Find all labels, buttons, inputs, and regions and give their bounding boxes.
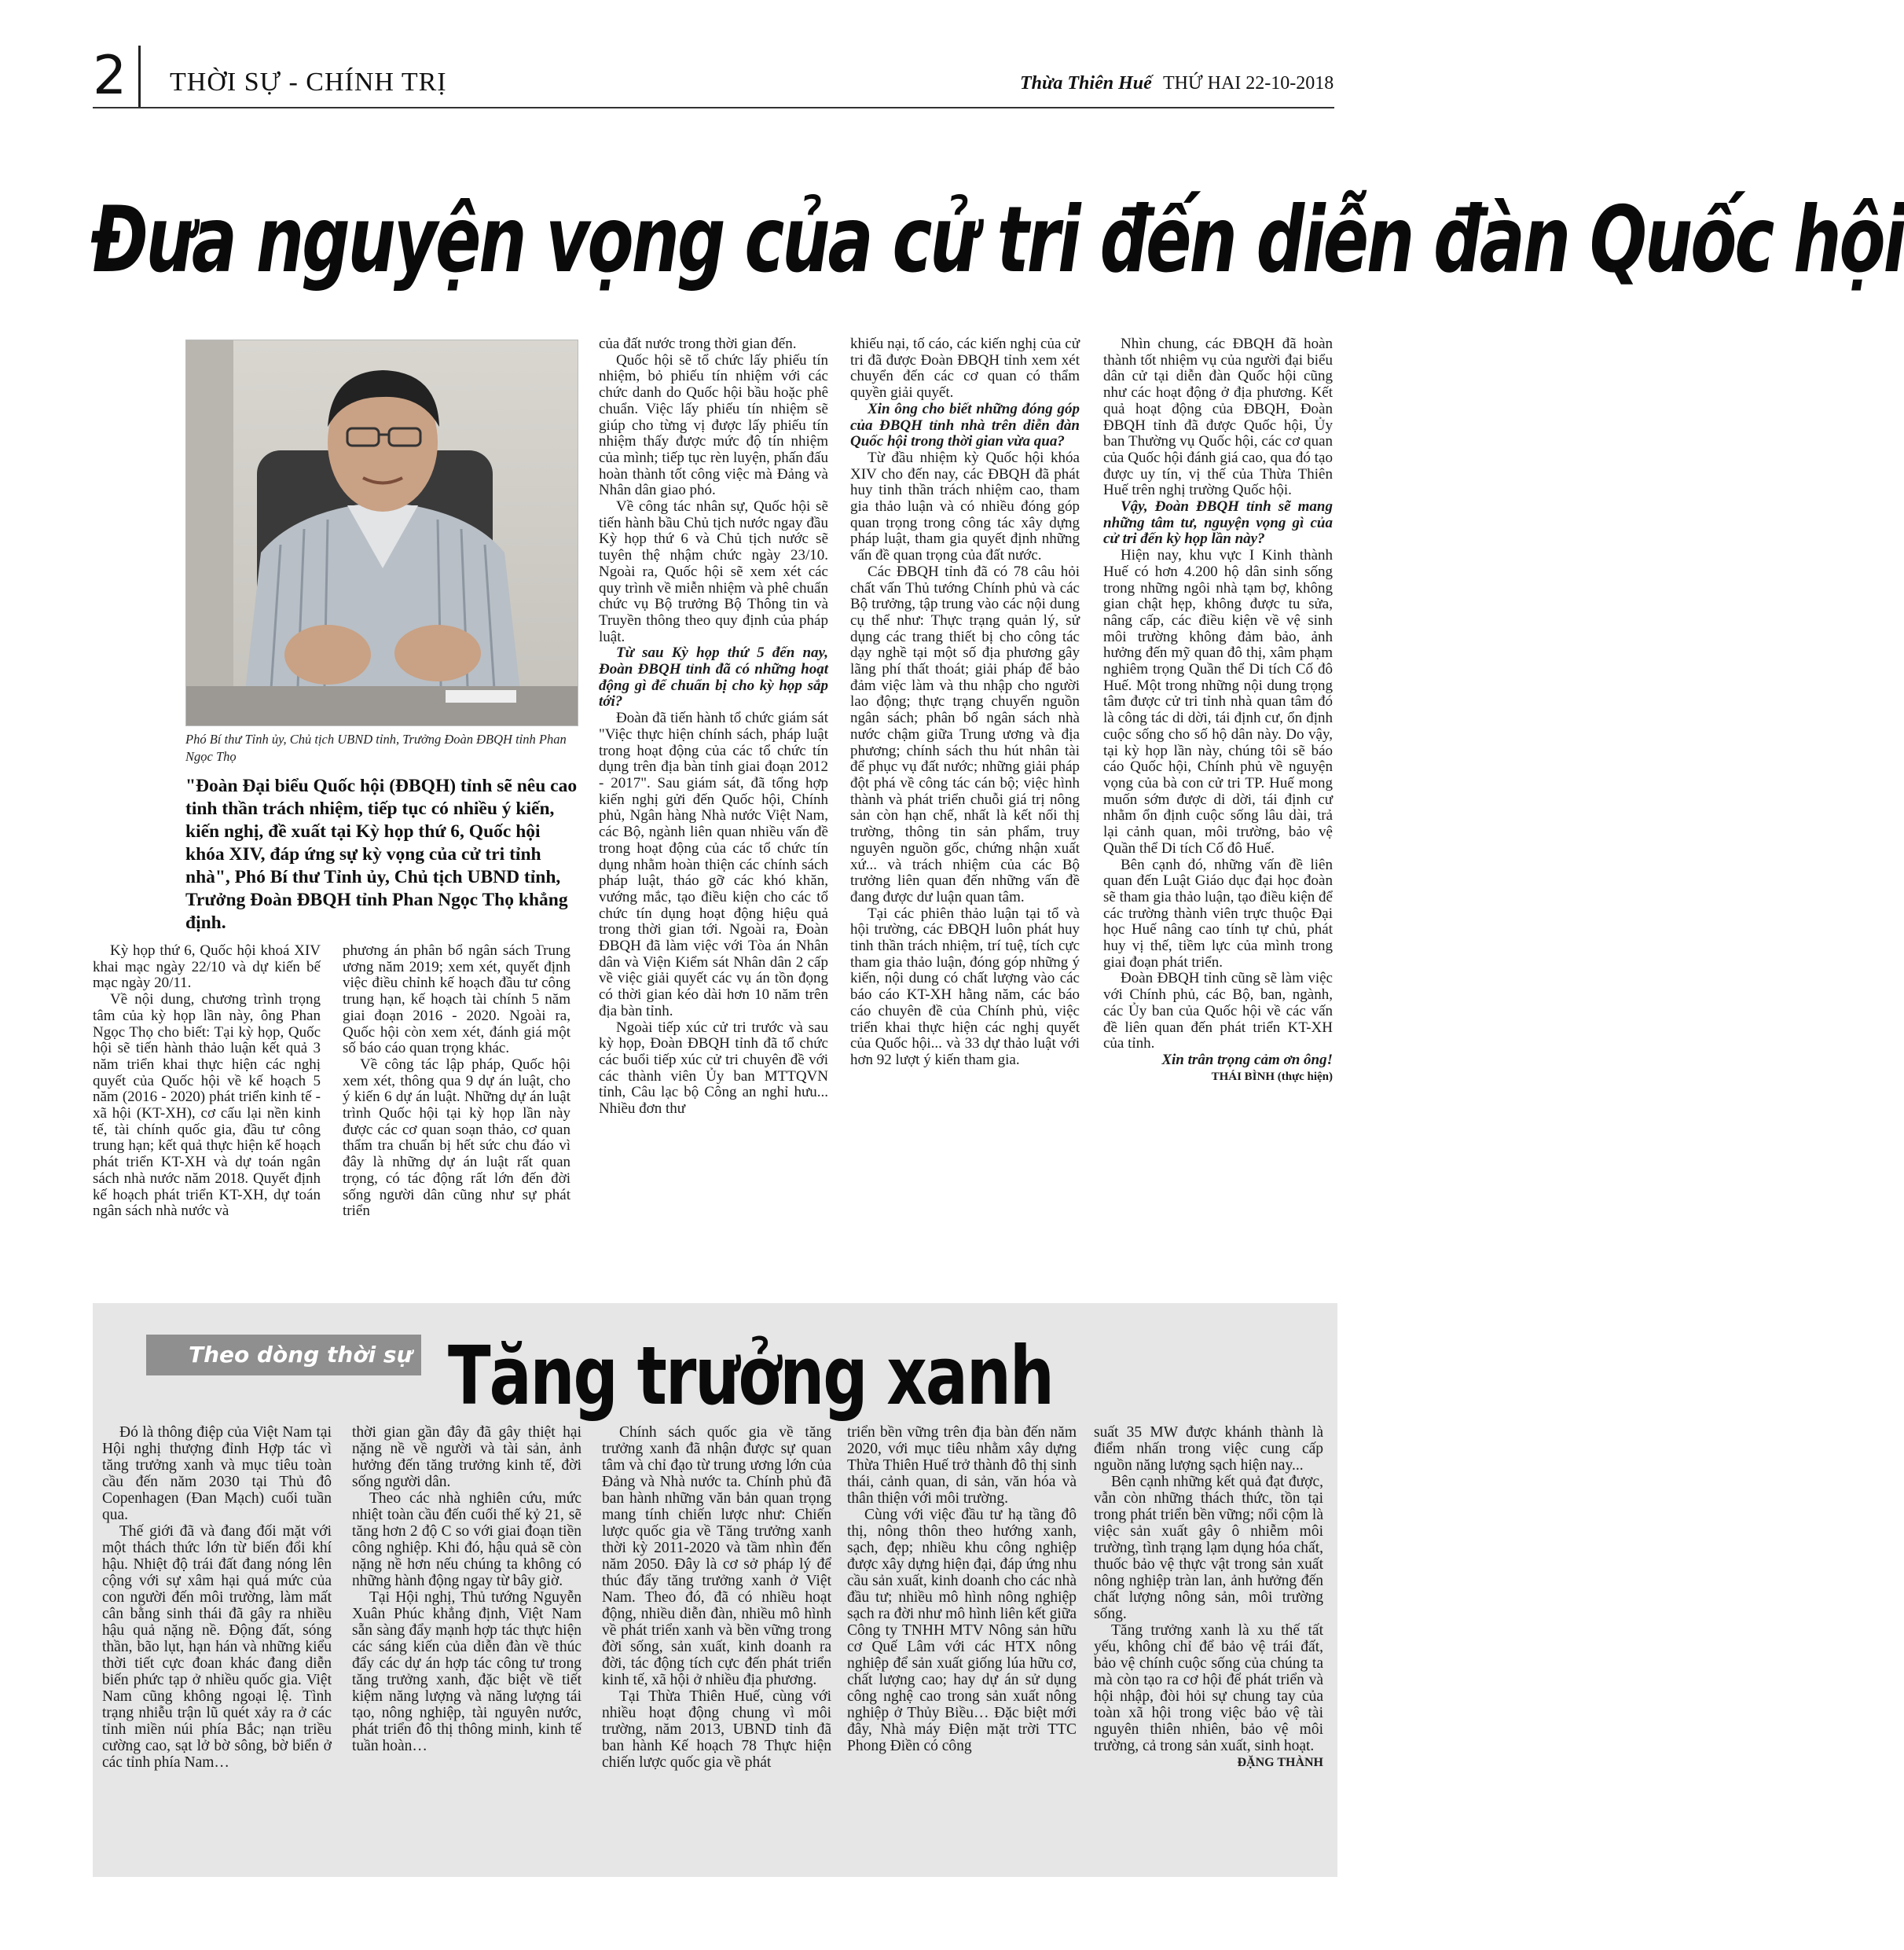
paragraph: Chính sách quốc gia về tăng trưởng xanh đã nhận được sự quan tâm và chỉ đạo từ trung ương lớn của Đảng và Nhà nước ta. Chính phủ đã ban hành những văn bản quan trọng mang tính chiến lược như: Chiến lược quốc gia về Tăng trưởng xanh thời kỳ 2011-2020 và tầm nhìn đến năm 2050. Đây là cơ sở pháp lý để thúc đẩy tăng trưởng xanh ở Việt Nam. Theo đó, đã có nhiều hoạt động, nhiều diễn đàn, nhiều mô hình về phát triển xanh và bền vững trong đời sống, sản xuất, kinh doanh ra đời, tác động tích cực đến phát triển kinh tế, xã hội ở nhiều địa phương.: [602, 1424, 831, 1688]
paragraph: Kỳ họp thứ 6, Quốc hội khoá XIV khai mạc ngày 22/10 và dự kiến bế mạc ngày 20/11.: [93, 942, 321, 992]
paragraph: phương án phân bổ ngân sách Trung ương năm 2019; xem xét, quyết định việc điều chỉnh kế hoạch đầu tư công trung hạn, kế hoạch tài chính 5 năm giai đoạn 2016 - 2020. Ngoài ra, Quốc hội còn xem xét, đánh giá một số báo cáo quan trọng khác.: [343, 942, 570, 1057]
paragraph: Về nội dung, chương trình trọng tâm của kỳ họp lần này, ông Phan Ngọc Thọ cho biết: Tại kỳ họp, Quốc hội sẽ tiến hành thảo luận kết quả 3 năm triển khai thực hiện các nghị quyết của Quốc hội về kế hoạch 5 năm (2016 - 2020) phát triển kinh tế - xã hội (KT-XH), cơ cấu lại nền kinh tế, tài chính quốc gia, đầu tư công trung hạn; kết quả thực hiện kế hoạch phát triển KT-XH và dự toán ngân sách nhà nước năm 2018. Quyết định kế hoạch phát triển KT-XH, dự toán ngân sách nhà nước và: [93, 991, 321, 1220]
paragraph: Đoàn đã tiến hành tổ chức giám sát "Việc thực hiện chính sách, pháp luật trong hoạt động của các tổ chức tín dụng trên địa bàn tỉnh giai đoạn 2012 - 2017". Sau giám sát, đã tổng hợp kiến nghị gửi đến Quốc hội, Chính phủ, Ngân hàng Nhà nước Việt Nam, các Bộ, ngành liên quan nhiều vấn đề trong hoạt động của các tổ chức tín dụng nhằm hoàn thiện các chính sách pháp luật, tháo gỡ các khó khăn, vướng mắc, tạo điều kiện cho các tổ chức tín dụng hoạt động hiệu quả trong thời gian tới. Ngoài ra, Đoàn ĐBQH đã làm việc với Tòa án Nhân dân và Viện Kiểm sát Nhân dân 2 cấp về việc giải quyết các vụ án tồn đọng có thời gian kéo dài hơn 10 năm trên địa bàn tỉnh.: [599, 710, 828, 1019]
interview-question: Từ sau Kỳ họp thứ 5 đến nay, Đoàn ĐBQH tỉnh đã có những hoạt động gì để chuẩn bị cho kỳ họp sắp tới?: [599, 644, 828, 711]
paragraph: Hiện nay, khu vực I Kinh thành Huế có hơn 4.200 hộ dân sinh sống trong những ngôi nhà tạm bợ, không gian chật hẹp, không được tu sửa, nâng cấp, các điều kiện về vệ sinh môi trường không đảm bảo, ảnh hưởng đến mỹ quan đô thị, xâm phạm nghiêm trọng Quần thể Di tích Cố đô Huế. Một trong những nội dung trọng tâm được cử tri tỉnh nhà quan tâm đó là công tác di dời, tái định cư, ổn định cuộc sống cho số hộ dân này. Do vậy, tại kỳ họp lần này, chúng tôi sẽ báo cáo Quốc hội, Chính phủ về nguyện vọng của bà con cử tri TP. Huế mong muốn sớm được di dời, tái định cư nhằm ổn định cuộc sống lâu dài, trả lại cảnh quan, môi trường, bảo vệ Quần thể Di tích Cố đô Huế.: [1103, 547, 1333, 857]
article1-column-3: [599, 336, 828, 1118]
article2-column-2: [352, 1424, 581, 1754]
paragraph: Các ĐBQH tỉnh đã có 78 câu hỏi chất vấn Thủ tướng Chính phủ và các Bộ trưởng, tập trung vào các nội dung cụ thể như: Thực trạng quản lý, sử dụng các trang thiết bị cho công tác dạy nghề tại một số địa phương gây lãng phí thất thoát; giải pháp để bảo đảm việc làm và thu nhập cho người lao động; thực trạng chuyển nguồn ngân sách; phân bổ ngân sách nhà nước chậm giữa Trung ương và địa phương; chính sách thu hút nhân tài để phục vụ đất nước; những giải pháp đột phá về công tác cán bộ; việc hình thành và phát triển chuỗi giá trị nông sản còn hạn chế, nhất là kết nối thị trường, thông tin sản phẩm, truy nguyên nguồn gốc, chứng nhận xuất xứ... và trách nhiệm của các Bộ trưởng liên quan đến những vấn đề đang được dư luận quan tâm.: [850, 563, 1080, 905]
paragraph: Nhìn chung, các ĐBQH đã hoàn thành tốt nhiệm vụ của người đại biểu dân cử tại diễn đàn Quốc hội cũng như các hoạt động ở địa phương. Kết quả hoạt động của ĐBQH, Đoàn ĐBQH tỉnh đã được Quốc hội, Ủy ban Thường vụ Quốc hội, các cơ quan của Quốc hội đánh giá cao, qua đó tạo được uy tín, vị thế của Thừa Thiên Huế trên nghị trường Quốc hội.: [1103, 336, 1333, 499]
header-rule: [93, 107, 1334, 108]
paragraph: Thế giới đã và đang đối mặt với một thách thức lớn từ biến đổi khí hậu. Nhiệt độ trái đất đang nóng lên cộng với sự xâm hại quá mức của con người đến môi trường, làm mất cân bằng sinh thái đã gây ra nhiều hậu quả nặng nề. Động đất, sóng thần, bão lụt, hạn hán và những kiểu thời tiết cực đoan khác đang diễn biến phức tạp ở nhiều quốc gia. Việt Nam cũng không ngoại lệ. Tình trạng nhiễu trận lũ quét xảy ra ở các tỉnh miền núi phía Bắc; nạn triều cường cao, sạt lở bờ sông, bờ biển ở các tỉnh phía Nam…: [102, 1523, 332, 1771]
paragraph: Theo các nhà nghiên cứu, mức nhiệt toàn cầu đến cuối thế kỷ 21, sẽ tăng hơn 2 độ C so với giai đoạn tiền công nghiệp. Khi đó, hậu quả sẽ còn nặng nề hơn nếu chúng ta không có những hành động ngay từ bây giờ.: [352, 1490, 581, 1589]
article-headline: Đưa nguyện vọng của cử tri đến diễn đàn Quốc hội: [91, 187, 1904, 294]
paragraph: Đoàn ĐBQH tỉnh cũng sẽ làm việc với Chính phủ, các Bộ, ban, ngành, các Ủy ban của Quốc hội về các vấn đề liên quan đến phát triển KT-XH của tỉnh.: [1103, 970, 1333, 1052]
paragraph: Tại Thừa Thiên Huế, cùng với nhiều hoạt động chung vì môi trường, năm 2013, UBND tỉnh đã ban hành Kế hoạch 78 Thực hiện chiến lược quốc gia về phát: [602, 1688, 831, 1771]
author-byline: THÁI BÌNH (thực hiện): [1211, 1070, 1333, 1083]
article2-column-5: [1094, 1424, 1323, 1771]
newspaper-name: Thừa Thiên Huế: [1020, 73, 1152, 94]
photo-caption: Phó Bí thư Tỉnh ủy, Chủ tịch UBND tỉnh, Trưởng Đoàn ĐBQH tỉnh Phan Ngọc Thọ: [185, 732, 567, 764]
article-lead: "Đoàn Đại biểu Quốc hội (ĐBQH) tỉnh sẽ nêu cao tinh thần trách nhiệm, tiếp tục có nhiều ý kiến, kiến nghị, đề xuất tại Kỳ họp thứ 6, Quốc hội khóa XIV, đáp ứng sự kỳ vọng của cử tri tỉnh nhà", Phó Bí thư Tỉnh ủy, Chủ tịch UBND tỉnh, Trưởng Đoàn ĐBQH tỉnh Phan Ngọc Thọ khẳng định.: [185, 776, 578, 933]
paragraph: Đó là thông điệp của Việt Nam tại Hội nghị thượng đỉnh Hợp tác vì tăng trưởng xanh và mục tiêu toàn cầu đến năm 2030 tại Thủ đô Copenhagen (Đan Mạch) cuối tuần qua.: [102, 1424, 332, 1523]
paragraph: Từ đầu nhiệm kỳ Quốc hội khóa XIV cho đến nay, các ĐBQH đã phát huy tinh thần trách nhiệm cao, tham gia thảo luận và có nhiều đóng góp quan trọng trong công tác xây dựng pháp luật, tham gia quyết định những vấn đề quan trọng của đất nước.: [850, 449, 1080, 564]
author-byline: ĐẶNG THÀNH: [1237, 1756, 1323, 1769]
page-number: 2: [93, 45, 127, 107]
paragraph: Về công tác lập pháp, Quốc hội xem xét, thông qua 9 dự án luật, cho ý kiến 6 dự án luật. Những dự án luật trình Quốc hội tại kỳ họp lần này được các cơ quan soạn thảo, cơ quan thẩm tra chuẩn bị hết sức chu đáo vì đây là những dự án luật rất quan trọng, có tác động rất lớn đến đời sống người dân cũng như sự phát triển: [343, 1056, 570, 1220]
paragraph: suất 35 MW được khánh thành là điểm nhấn trong việc cung cấp nguồn năng lượng sạch hiện nay...: [1094, 1424, 1323, 1474]
issue-date: THỨ HAI 22-10-2018: [1163, 73, 1334, 94]
paragraph: Bên cạnh đó, những vấn đề liên quan đến Luật Giáo dục đại học đoàn sẽ tham gia thảo luận, tạo điều kiện để các trường thành viên trực thuộc Đại học Huế nâng cao tính tự chủ, phát huy vị thế, tiềm lực của mình trong giai đoạn phát triển.: [1103, 856, 1333, 971]
article1-column-4: [850, 336, 1080, 1069]
article2-column-3: [602, 1424, 831, 1771]
interview-question: Xin ông cho biết những đóng góp của ĐBQH tỉnh nhà trên diễn đàn Quốc hội trong thời gian vừa qua?: [850, 400, 1080, 450]
paragraph: Về công tác nhân sự, Quốc hội sẽ tiến hành bầu Chủ tịch nước ngay đầu Kỳ họp thứ 6 và Chủ tịch nước sẽ tuyên thệ nhậm chức ngày 23/10. Ngoài ra, Quốc hội sẽ xem xét các quy trình về miễn nhiệm và phê chuẩn chức vụ Bộ trưởng Bộ Thông tin và Truyền thông theo quy định của pháp luật.: [599, 498, 828, 645]
article1-column-5: [1103, 336, 1333, 1085]
paragraph: Tại các phiên thảo luận tại tổ và hội trường, các ĐBQH luôn phát huy tinh thần trách nhiệm, trí tuệ, tích cực tham gia thảo luận, đóng góp những ý kiến, nội dung có chất lượng vào các báo cáo KT-XH hằng năm, các báo cáo chuyên đề của Chính phủ, việc triển khai thực hiện các nghị quyết của Quốc hội... và 33 dự thảo luật với hơn 92 lượt ý kiến tham gia.: [850, 905, 1080, 1068]
article1-column-1: [93, 943, 321, 1220]
column-tag-label: Theo dòng thời sự: [189, 1342, 413, 1368]
paragraph: Tại Hội nghị, Thủ tướng Nguyễn Xuân Phúc khẳng định, Việt Nam sẵn sàng đẩy mạnh hợp tác thực hiện các sáng kiến của diễn đàn về thúc đẩy các dự án hợp tác công tư trong tăng trưởng xanh, đặc biệt về tiết kiệm năng lượng và năng lượng tái tạo, nông nghiệp, tài nguyên nước, phát triển đô thị thông minh, kinh tế tuần hoàn…: [352, 1589, 581, 1754]
paragraph: triển bền vững trên địa bàn đến năm 2020, với mục tiêu nhằm xây dựng Thừa Thiên Huế trở thành đô thị sinh thái, cảnh quan, di sản, văn hóa và thân thiện với môi trường.: [847, 1424, 1077, 1507]
article1-column-2: [343, 943, 570, 1220]
paragraph: khiếu nại, tố cáo, các kiến nghị của cử tri đã được Đoàn ĐBQH tỉnh xem xét chuyển đến các cơ quan có thẩm quyền giải quyết.: [850, 336, 1080, 402]
article2-column-1: [102, 1424, 332, 1771]
closing-line: Xin trân trọng cảm ơn ông!: [1161, 1051, 1333, 1068]
paragraph: của đất nước trong thời gian đến.: [599, 336, 797, 352]
header-divider: [138, 46, 141, 107]
portrait-photo: [185, 340, 578, 726]
paragraph: thời gian gần đây đã gây thiệt hại nặng nề về người và tài sản, ảnh hưởng đến tăng trưởng kinh tế, đời sống người dân.: [352, 1424, 581, 1490]
paragraph: Ngoài tiếp xúc cử tri trước và sau kỳ họp, Đoàn ĐBQH tỉnh đã tổ chức các buổi tiếp xúc cử tri chuyên đề với các thành viên Ủy ban MTTQVN tỉnh, Câu lạc bộ Công an nghỉ hưu... Nhiều đơn thư: [599, 1019, 828, 1118]
commentary-headline: Tăng trưởng xanh: [448, 1329, 1053, 1423]
paragraph: Quốc hội sẽ tổ chức lấy phiếu tín nhiệm, bỏ phiếu tín nhiệm với các chức danh do Quốc hội bầu hoặc phê chuẩn. Việc lấy phiếu tín nhiệm sẽ giúp cho từng vị được lấy phiếu tín nhiệm thấy được mức độ tín nhiệm của mình; tiếp tục rèn luyện, phấn đấu hoàn thành tốt công việc mà Đảng và Nhân dân giao phó.: [599, 351, 828, 499]
section-name: THỜI SỰ - CHÍNH TRỊ: [170, 68, 447, 97]
paragraph: Tăng trưởng xanh là xu thế tất yếu, không chỉ để bảo vệ trái đất, bảo vệ chính cuộc sống của chúng ta mà còn tạo ra cơ hội để phát triển và hội nhập, đòi hỏi sự chung tay của toàn xã hội trong việc bảo vệ tài nguyên thiên nhiên, bảo vệ môi trường, cả trong sản xuất, sinh hoạt.: [1094, 1622, 1323, 1754]
article2-column-4: [847, 1424, 1077, 1754]
interview-question: Vậy, Đoàn ĐBQH tỉnh sẽ mang những tâm tư, nguyện vọng gì của cử tri đến kỳ họp lần này?: [1103, 498, 1333, 548]
paragraph: Cùng với việc đầu tư hạ tầng đô thị, nông thôn theo hướng xanh, sạch, đẹp; nhiều khu công nghiệp được xây dựng hiện đại, đáp ứng nhu cầu sản xuất, kinh doanh cho các nhà đầu tư; nhiều mô hình nông nghiệp sạch ra đời như mô hình liên kết giữa Công ty TNHH MTV Nông sản hữu cơ Quế Lâm với các HTX nông nghiệp để sản xuất giống lúa hữu cơ, chất lượng cao; hay dự án sử dụng công nghệ cao trong sản xuất nông nghiệp ở Thủy Biều… Đặc biệt mới đây, Nhà máy Điện mặt trời TTC Phong Điền có công: [847, 1507, 1077, 1754]
paragraph: Bên cạnh những kết quả đạt được, vẫn còn những thách thức, tồn tại trong phát triển bền vững; nổi cộm là việc sản xuất gây ô nhiễm môi trường, tình trạng lạm dụng hóa chất, thuốc bảo vệ thực vật trong sản xuất nông nghiệp tràn lan, ảnh hưởng đến chất lượng nông sản, môi trường sống.: [1094, 1474, 1323, 1622]
